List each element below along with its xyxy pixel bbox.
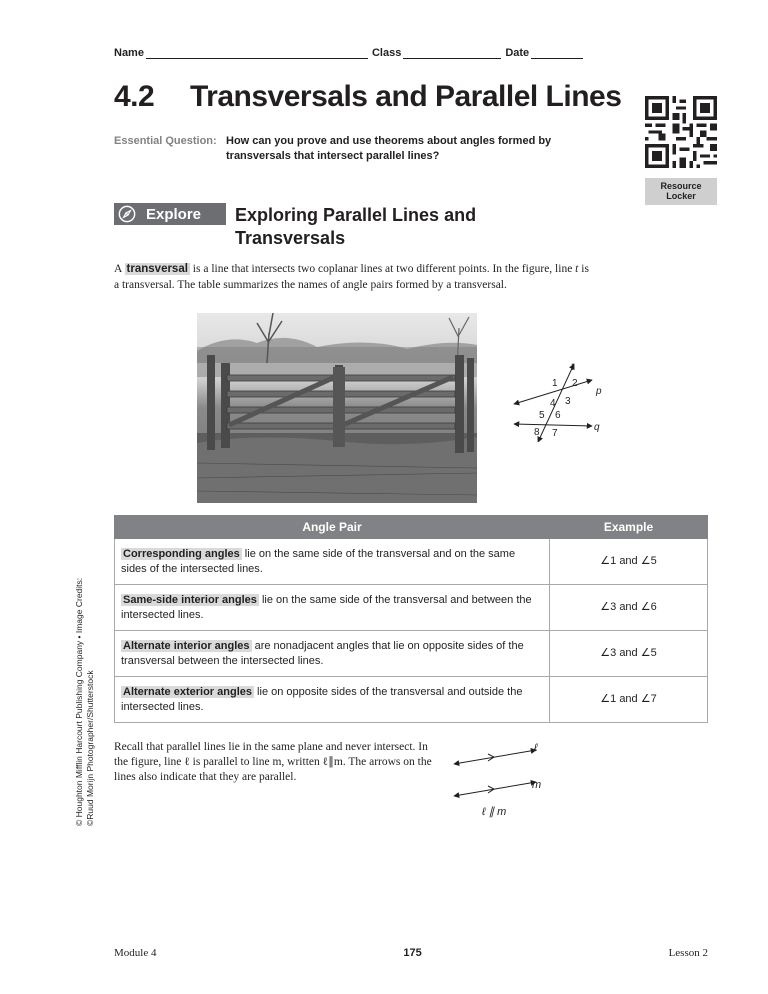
angle-7: 7 — [552, 428, 558, 439]
table-row — [115, 631, 708, 677]
desc-same-side-interior: lie on the same side of the transversal and between the intersected lines. — [121, 593, 532, 621]
name-class-date-row — [114, 47, 587, 59]
resource-locker-button[interactable] — [645, 178, 717, 205]
angle-1: 1 — [552, 378, 558, 389]
page-footer — [114, 947, 708, 959]
intro-var: t — [575, 263, 579, 275]
resource-locker-line1: Resource — [660, 181, 702, 191]
explore-label: Explore — [146, 205, 202, 223]
term-alternate-exterior: Alternate exterior angles — [123, 685, 252, 698]
angle-pair-cell — [115, 585, 550, 631]
table-row — [115, 677, 708, 723]
angle-pair-cell — [115, 539, 550, 585]
angle-pair-cell — [115, 631, 550, 677]
class-label: Class — [371, 47, 402, 59]
line-l — [454, 750, 536, 764]
lesson-number: 4.2 — [114, 80, 155, 113]
page-title — [114, 80, 621, 114]
date-label: Date — [505, 47, 530, 59]
header-angle-pair: Angle Pair — [115, 516, 550, 539]
desc-corresponding: lie on the same side of the transversal and on the same sides of the intersected lines. — [121, 547, 516, 575]
desc-alternate-exterior: lie on opposite sides of the transversal and outside the intersected lines. — [121, 685, 523, 713]
angle-pair-cell — [115, 677, 550, 723]
intro-after: is a line that intersects two coplanar lines at two different points. In the figure, line — [189, 263, 576, 275]
intro-end: is a transversal. The table summarizes the names of angle pairs formed by a transversal. — [114, 263, 589, 291]
intro-paragraph — [114, 261, 594, 293]
explore-title: Exploring Parallel Lines and Transversals — [235, 205, 477, 248]
image-credits — [74, 578, 96, 826]
angle-4: 4 — [550, 398, 556, 409]
name-label: Name — [114, 47, 144, 59]
example-cell: ∠1 and ∠5 — [550, 539, 708, 585]
label-p: p — [596, 386, 602, 397]
label-m: m — [532, 779, 542, 791]
transversal-diagram — [508, 360, 618, 442]
table-row — [115, 585, 708, 631]
credits-line1: © Houghton Mifflin Harcourt Publishing Company • Image Credits: — [74, 577, 84, 826]
label-t: t — [571, 362, 574, 373]
credits-line2: ©Ruud Morijn Photographer/Shutterstock — [85, 670, 95, 826]
essential-question — [114, 134, 586, 164]
angle-pairs-table — [114, 515, 708, 723]
angle-6: 6 — [555, 410, 561, 421]
essential-question-text: How can you prove and use theorems about angles formed by transversals that intersect parallel lines? — [226, 135, 552, 162]
table-row — [115, 539, 708, 585]
class-field[interactable] — [403, 48, 501, 59]
intro-before: A — [114, 263, 125, 275]
term-alternate-interior: Alternate interior angles — [123, 639, 250, 652]
label-l: ℓ — [534, 742, 538, 754]
name-field[interactable] — [146, 48, 368, 59]
page-number: 175 — [403, 947, 422, 959]
angle-2: 2 — [572, 378, 578, 389]
parallel-caption: ℓ ∥ m — [482, 806, 507, 818]
parallel-lines-diagram — [448, 736, 558, 820]
qr-code-icon[interactable] — [645, 96, 717, 168]
resource-locker-line2: Locker — [666, 191, 696, 201]
footer-module: Module 4 — [114, 947, 157, 959]
example-cell: ∠3 and ∠6 — [550, 585, 708, 631]
term-transversal: transversal — [126, 263, 188, 275]
table-header-row — [115, 516, 708, 539]
angle-5: 5 — [539, 410, 545, 421]
lesson-title: Transversals and Parallel Lines — [190, 80, 622, 113]
explore-badge — [114, 203, 226, 225]
line-q — [514, 424, 592, 426]
essential-question-label: Essential Question: — [114, 135, 217, 147]
line-m — [454, 782, 536, 796]
example-cell: ∠3 and ∠5 — [550, 631, 708, 677]
angle-8: 8 — [534, 427, 540, 438]
compass-icon — [118, 205, 136, 223]
fence-photo — [197, 313, 477, 503]
desc-alternate-interior: are nonadjacent angles that lie on opposite sides of the transversal between the intersected lines. — [121, 639, 524, 667]
footer-lesson: Lesson 2 — [668, 947, 708, 959]
example-cell: ∠1 and ∠7 — [550, 677, 708, 723]
angle-3: 3 — [565, 396, 571, 407]
term-corresponding: Corresponding angles — [123, 547, 240, 560]
date-field[interactable] — [531, 48, 583, 59]
term-same-side-interior: Same-side interior angles — [123, 593, 257, 606]
recall-paragraph: Recall that parallel lines lie in the same plane and never intersect. In the figure, line ℓ is parallel to line m, written ℓ∥m. The arrows on the lines also indicate that they are parallel. — [114, 741, 432, 783]
label-q: q — [594, 422, 600, 433]
header-example: Example — [550, 516, 708, 539]
